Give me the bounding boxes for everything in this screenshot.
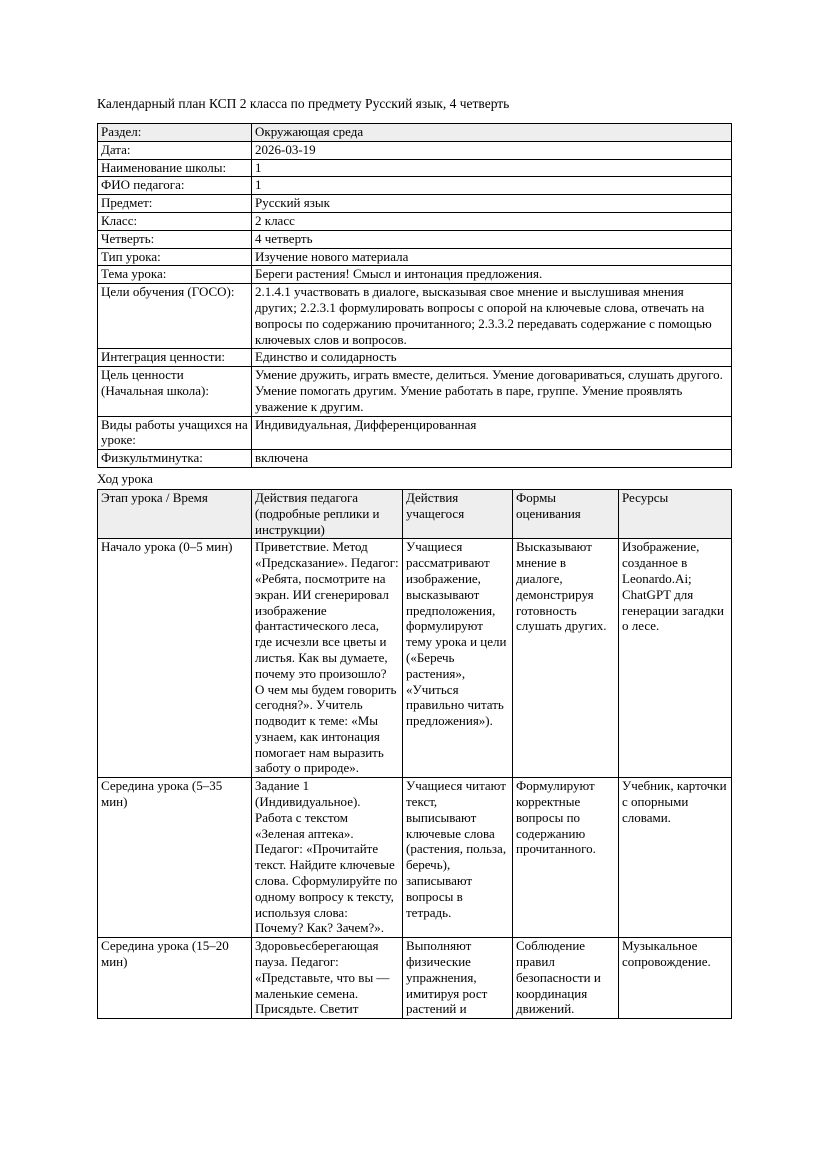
info-label: Физкультминутка: xyxy=(98,450,252,468)
info-label: Виды работы учащихся на уроке: xyxy=(98,416,252,450)
info-table-row xyxy=(98,266,732,284)
info-value: 1 xyxy=(252,177,732,195)
info-table-row xyxy=(98,450,732,468)
stage-cell: Начало урока (0–5 мин) xyxy=(98,539,252,778)
info-value: включена xyxy=(252,450,732,468)
info-value: Изучение нового материала xyxy=(252,248,732,266)
info-value: Умение дружить, играть вместе, делиться. Умение договариваться, слушать другого. Умение помогать другим. Умение работать в паре, группе. Умение проявлять уважение к другим. xyxy=(252,367,732,416)
info-value: Береги растения! Смысл и интонация предложения. xyxy=(252,266,732,284)
info-value: Единство и солидарность xyxy=(252,349,732,367)
info-table-row xyxy=(98,141,732,159)
teacher-actions-cell: Здоровьесберегающая пауза. Педагог: «Представьте, что вы — маленькие семена. Присядьте. Светит xyxy=(252,938,403,1019)
info-label: Тип урока: xyxy=(98,248,252,266)
info-label: ФИО педагога: xyxy=(98,177,252,195)
info-label: Наименование школы: xyxy=(98,159,252,177)
assessment-cell: Формулируют корректные вопросы по содержанию прочитанного. xyxy=(513,778,619,938)
student-actions-cell: Учащиеся читают текст, выписывают ключевые слова (растения, польза, беречь), записывают вопросы в тетрадь. xyxy=(403,778,513,938)
lesson-table-row-clipped xyxy=(98,938,732,1019)
info-table-row xyxy=(98,212,732,230)
info-label: Интеграция ценности: xyxy=(98,349,252,367)
info-label: Раздел: xyxy=(98,124,252,142)
section-heading: Ход урока xyxy=(97,470,153,486)
assessment-cell: Соблюдение правил безопасности и координация движений. xyxy=(513,938,619,1019)
info-label: Предмет: xyxy=(98,195,252,213)
info-table-header-row xyxy=(98,124,732,142)
teacher-actions-cell: Приветствие. Метод «Предсказание». Педагог: «Ребята, посмотрите на экран. ИИ сгенерировал изображение фантастического леса, где исчезли все цветы и листья. Как вы думаете, почему это произошло? О чем мы будем говорить сегодня?». Учитель подводит к теме: «Мы узнаем, как интонация помогает нам выразить заботу о природе». xyxy=(252,539,403,778)
info-value: 2.1.4.1 участвовать в диалоге, высказывая свое мнение и выслушивая мнения других; 2.2.3.1 формулировать вопросы с опорой на ключевые слова, отвечать на вопросы по содержанию прочитанного; 2.3.3.2 передавать содержание с помощью ключевых слов и вопросов. xyxy=(252,284,732,349)
teacher-actions-cell: Задание 1 (Индивидуальное). Работа с текстом «Зеленая аптека». Педагог: «Прочитайте текст. Найдите ключевые слова. Сформулируйте по одному вопросу к тексту, используя слова: Почему? Как? Зачем?». xyxy=(252,778,403,938)
info-value: 2 класс xyxy=(252,212,732,230)
stage-cell: Середина урока (15–20 мин) xyxy=(98,938,252,1019)
column-header-teacher-actions: Действия педагога (подробные реплики и инструкции) xyxy=(252,489,403,538)
info-table-row xyxy=(98,230,732,248)
info-label: Дата: xyxy=(98,141,252,159)
stage-cell: Середина урока (5–35 мин) xyxy=(98,778,252,938)
column-header-resources: Ресурсы xyxy=(619,489,732,538)
student-actions-cell: Учащиеся рассматривают изображение, высказывают предположения, формулируют тему урока и цели («Беречь растения», «Учиться правильно читать предложения»). xyxy=(403,539,513,778)
column-header-stage: Этап урока / Время xyxy=(98,489,252,538)
resources-cell: Изображение, созданное в Leonardo.Ai; ChatGPT для генерации загадки о лесе. xyxy=(619,539,732,778)
resources-cell: Музыкальное сопровождение. xyxy=(619,938,732,1019)
lesson-table-row xyxy=(98,539,732,778)
info-table-row xyxy=(98,195,732,213)
lesson-course-table xyxy=(97,489,732,1019)
student-actions-cell: Выполняют физические упражнения, имитируя рост растений и xyxy=(403,938,513,1019)
info-label: Цель ценности (Начальная школа): xyxy=(98,367,252,416)
info-table-row xyxy=(98,248,732,266)
info-label: Тема урока: xyxy=(98,266,252,284)
info-table-row xyxy=(98,349,732,367)
info-table-row xyxy=(98,416,732,450)
info-label: Четверть: xyxy=(98,230,252,248)
resources-cell: Учебник, карточки с опорными словами. xyxy=(619,778,732,938)
info-table-row xyxy=(98,159,732,177)
column-header-assessment: Формы оценивания xyxy=(513,489,619,538)
lesson-table-row xyxy=(98,778,732,938)
info-value: Русский язык xyxy=(252,195,732,213)
column-header-student-actions: Действия учащегося xyxy=(403,489,513,538)
info-table-row xyxy=(98,367,732,416)
info-table-row xyxy=(98,284,732,349)
info-label: Цели обучения (ГОСО): xyxy=(98,284,252,349)
assessment-cell: Высказывают мнение в диалоге, демонстрируя готовность слушать других. xyxy=(513,539,619,778)
info-value: Индивидуальная, Дифференцированная xyxy=(252,416,732,450)
info-label: Класс: xyxy=(98,212,252,230)
info-value: 1 xyxy=(252,159,732,177)
document-title: Календарный план КСП 2 класса по предмету Русский язык, 4 четверть xyxy=(97,96,510,111)
info-value: 4 четверть xyxy=(252,230,732,248)
lesson-info-table xyxy=(97,123,732,468)
info-value: 2026-03-19 xyxy=(252,141,732,159)
info-value: Окружающая среда xyxy=(252,124,732,142)
info-table-row xyxy=(98,177,732,195)
lesson-table-header-row xyxy=(98,489,732,538)
